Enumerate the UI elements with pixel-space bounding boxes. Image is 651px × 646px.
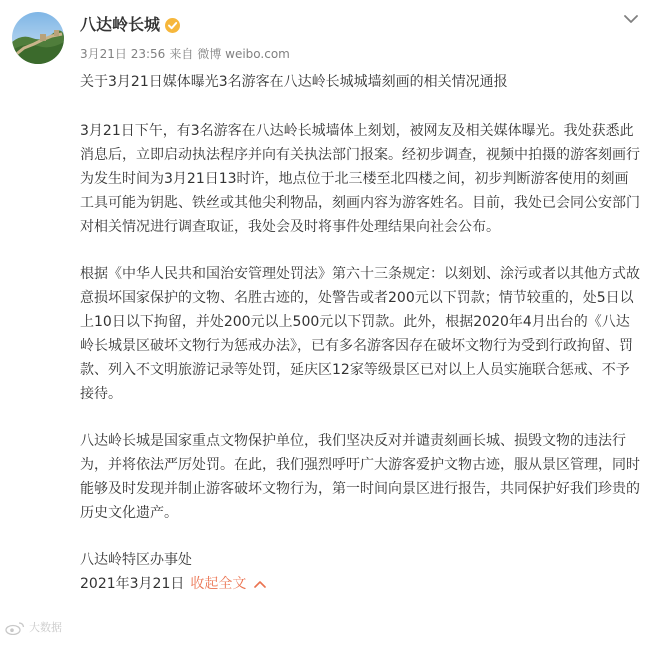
post-date-line — [80, 572, 642, 596]
chevron-down-icon[interactable] — [624, 14, 638, 24]
chevron-up-icon[interactable] — [254, 580, 266, 588]
post-time[interactable]: 3月21日 23:56 — [80, 47, 166, 61]
avatar-great-wall-image — [12, 12, 64, 64]
post-title: 关于3月21日媒体曝光3名游客在八达岭长城城墙刻画的相关情况通报 — [80, 74, 508, 90]
watermark — [4, 618, 62, 638]
post-meta — [80, 46, 294, 62]
verified-badge-icon — [165, 18, 180, 33]
post-paragraph-3: 八达岭长城是国家重点文物保护单位，我们坚决反对并谴责刻画长城、损毁文物的违法行为，并将依法严厉处罚。在此，我们强烈呼吁广大游客爱护文物古迹，服从景区管理，同时能够及时发现并制止游客破坏文物行为，第一时间向景区进行报告，共同保护好我们珍贵的历史文化遗产。 — [80, 433, 640, 521]
post-source[interactable]: 微博 weibo.com — [197, 47, 290, 61]
watermark-text: 大数据 — [29, 621, 62, 634]
source-prefix: 来自 — [169, 47, 194, 61]
weibo-logo-icon — [4, 621, 26, 635]
post-paragraph-1: 3月21日下午，有3名游客在八达岭长城墙体上刻划，被网友及相关媒体曝光。我处获悉此消息后，立即启动执法程序并向有关执法部门报案。经初步调查，视频中拍摄的游客刻画行为发生时间为3月21日13时许，地点位于北三楼至北四楼之间，初步判断游客使用的刻画工具可能为钥匙、铁丝或其他尖利物品，刻画内容为游客姓名。目前，我处已会同公安部门对相关情况进行调查取证，我处会及时将事件处理结果向社会公布。 — [80, 123, 640, 235]
post-date: 2021年3月21日 — [80, 576, 185, 592]
post-content — [80, 70, 642, 596]
collapse-text-link[interactable]: 收起全文 — [190, 576, 247, 592]
account-name[interactable]: 八达岭长城 — [80, 15, 161, 34]
post-paragraph-2: 根据《中华人民共和国治安管理处罚法》第六十三条规定：以刻划、涂污或者以其他方式故意损坏国家保护的文物、名胜古迹的，处警告或者200元以下罚款；情节较重的，处5日以上10日以下拘留，并处200元以上500元以下罚款。此外，根据2020年4月出台的《八达岭长城景区破坏文物行为惩戒办法》，已有多名游客因存在破坏文物行为受到行政拘留、罚款、列入不文明旅游记录等处罚，延庆区12家等级景区已对以上人员实施联合惩戒、不予接待。 — [80, 266, 640, 402]
post-signature: 八达岭特区办事处 — [80, 552, 192, 568]
avatar[interactable] — [12, 12, 64, 64]
